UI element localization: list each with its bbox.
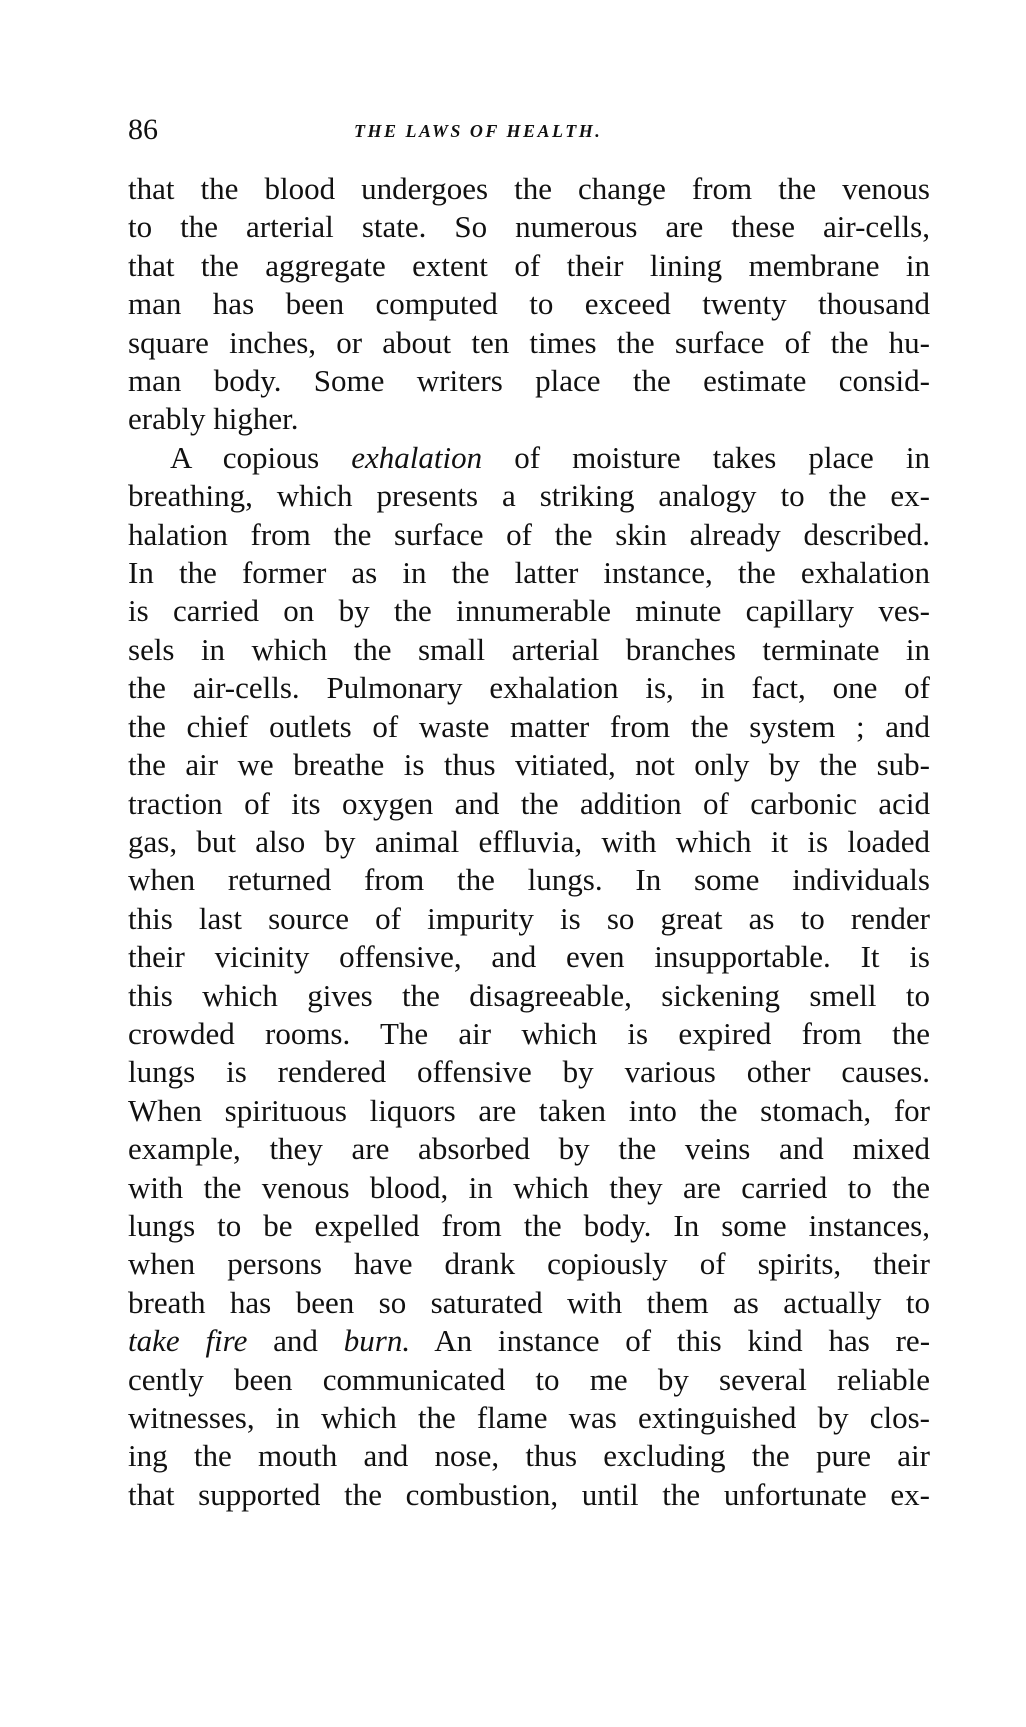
- text-segment: An instance of this kind has re-: [410, 1323, 931, 1359]
- text-line: In the former as in the latter instance, the exhalation: [128, 555, 930, 591]
- text-line: lungs is rendered offensive by various other causes.: [128, 1054, 930, 1090]
- text-line: square inches, or about ten times the surface of the hu-: [128, 324, 930, 360]
- text-line: that supported the combustion, until the unfortunate ex-: [128, 1476, 930, 1512]
- text-line: breath has been so saturated with them as actually to: [128, 1284, 930, 1320]
- text-line: cently been communicated to me by several reliable: [128, 1361, 930, 1397]
- emphasis-text: exhalation: [351, 439, 483, 475]
- text-line: traction of its oxygen and the addition of carbonic acid: [128, 785, 930, 821]
- text-line: ing the mouth and nose, thus excluding the pure air: [128, 1438, 930, 1474]
- text-line: erably higher.: [128, 401, 299, 437]
- text-line: with the venous blood, in which they are carried to the: [128, 1169, 930, 1205]
- text-line: that the blood undergoes the change from the venous: [128, 171, 930, 206]
- text-line: sels in which the small arterial branches terminate in: [128, 631, 930, 667]
- text-line: when returned from the lungs. In some individuals: [128, 862, 930, 898]
- text-segment: and: [247, 1323, 344, 1359]
- page-header: [128, 110, 928, 150]
- text-line: this which gives the disagreeable, sickening smell to: [128, 977, 930, 1013]
- text-line: that the aggregate extent of their lining membrane in: [128, 247, 930, 283]
- text-line: lungs to be expelled from the body. In some instances,: [128, 1207, 930, 1243]
- text-line: crowded rooms. The air which is expired from the: [128, 1015, 930, 1051]
- text-line: man has been computed to exceed twenty thousand: [128, 286, 930, 322]
- text-segment: A copious: [170, 439, 352, 475]
- text-line: to the arterial state. So numerous are these air-cells,: [128, 209, 930, 245]
- text-line: When spirituous liquors are taken into the stomach, for: [128, 1092, 930, 1128]
- page-number: 86: [128, 113, 158, 146]
- emphasis-text: burn.: [343, 1323, 411, 1359]
- text-line: the air we breathe is thus vitiated, not only by the sub-: [128, 747, 930, 783]
- text-line: [128, 362, 930, 400]
- text-line: the air-cells. Pulmonary exhalation is, in fact, one of: [128, 670, 930, 706]
- text-line: when persons have drank copiously of spirits, their: [128, 1246, 930, 1282]
- body-text: [128, 170, 930, 1514]
- text-segment: man body. Some writers place the estimate consid-: [128, 363, 930, 399]
- text-line: breathing, which presents a striking analogy to the ex-: [128, 478, 930, 514]
- text-line: witnesses, in which the flame was extinguished by clos-: [128, 1400, 930, 1435]
- text-line: [128, 1322, 930, 1360]
- emphasis-text: take fire: [128, 1323, 248, 1359]
- text-line: example, they are absorbed by the veins and mixed: [128, 1131, 930, 1167]
- text-line: halation from the surface of the skin already described.: [128, 516, 930, 552]
- text-line: this last source of impurity is so great as to render: [128, 900, 930, 936]
- text-line: their vicinity offensive, and even insupportable. It is: [128, 939, 930, 975]
- text-line: is carried on by the innumerable minute capillary ves-: [128, 593, 930, 629]
- text-segment: of moisture takes place in: [482, 439, 930, 475]
- text-line: gas, but also by animal effluvia, with which it is loaded: [128, 823, 930, 859]
- text-line: the chief outlets of waste matter from the system ; and: [128, 708, 930, 744]
- text-line: [128, 439, 930, 477]
- running-head: THE LAWS OF HEALTH.: [354, 121, 603, 141]
